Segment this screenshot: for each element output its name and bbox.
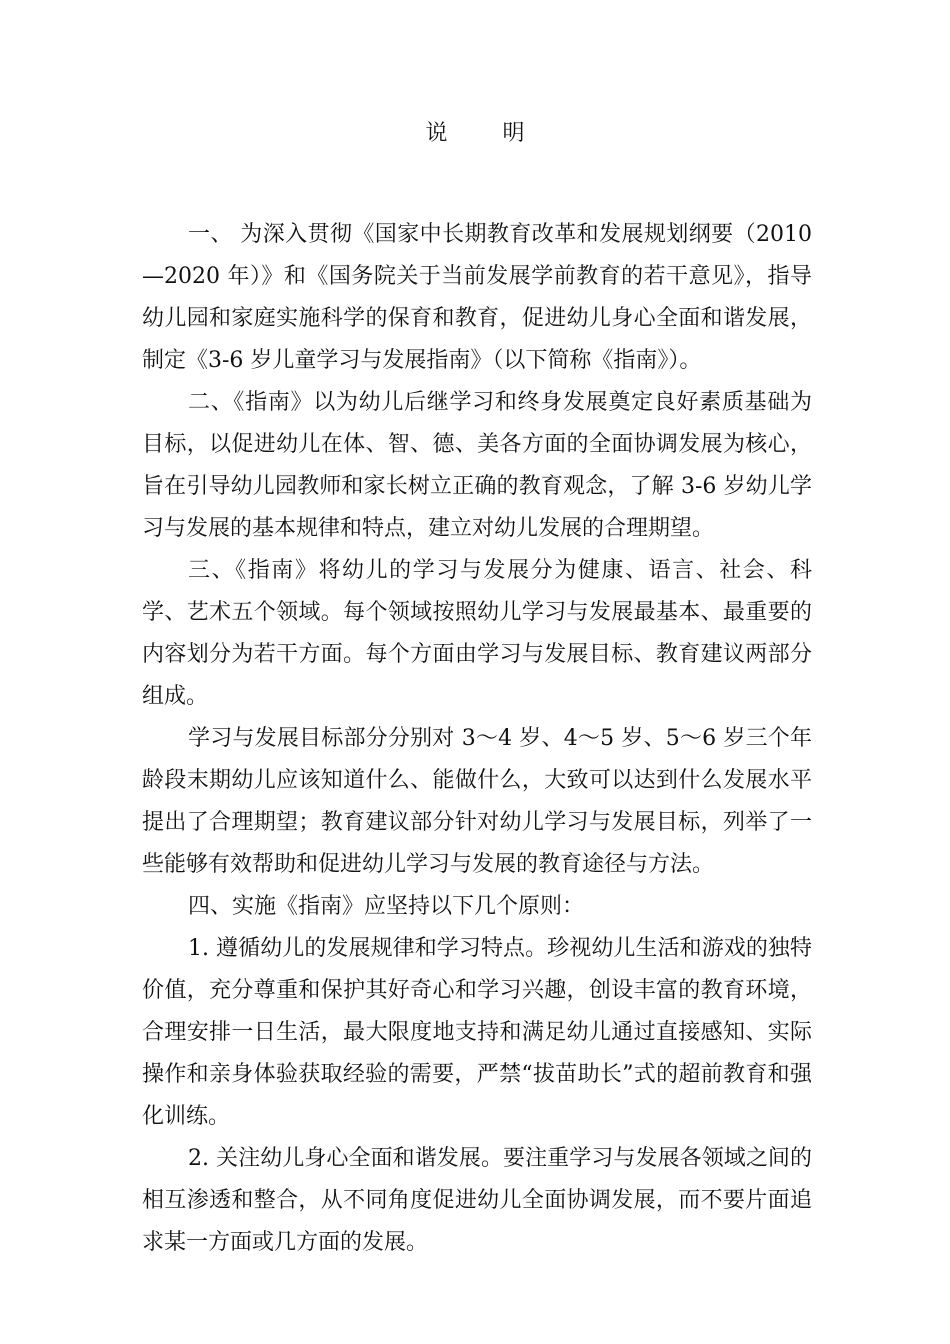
paragraph-7: 2. 关注幼儿身心全面和谐发展。要注重学习与发展各领域之间的相互渗透和整合，从不同角度促进幼儿全面协调发展，而不要片面追求某一方面或几方面的发展。 [142,1146,812,1255]
page-title: 说 明 [425,121,549,146]
paragraph-5: 四、实施《指南》应坚持以下几个原则： [188,894,585,919]
paragraph-4: 学习与发展目标部分分别对 3～4 岁、4～5 岁、5～6 岁三个年龄段末期幼儿应该知道什么、能做什么，大致可以达到什么发展水平提出了合理期望；教育建议部分针对幼儿学习与发展目标，列举了一些能够有效帮助和促进幼儿学习与发展的教育途径与方法。 [142,726,812,877]
paragraph-1: 一、 为深入贯彻《国家中长期教育改革和发展规划纲要（2010—2020 年）》和《国务院关于当前发展学前教育的若干意见》，指导幼儿园和家庭实施科学的保育和教育，促进幼儿身心全面和谐发展，制定《3-6 岁儿童学习与发展指南》（以下简称《指南》）。 [142,222,812,373]
paragraph-6: 1. 遵循幼儿的发展规律和学习特点。珍视幼儿生活和游戏的独特价值，充分尊重和保护其好奇心和学习兴趣，创设丰富的教育环境，合理安排一日生活，最大限度地支持和满足幼儿通过直接感知、实际操作和亲身体验获取经验的需要，严禁“拔苗助长”式的超前教育和强化训练。 [142,936,812,1129]
document-body [142,214,812,1264]
paragraph-3: 三、《指南》将幼儿的学习与发展分为健康、语言、社会、科学、艺术五个领域。每个领域按照幼儿学习与发展最基本、最重要的内容划分为若干方面。每个方面由学习与发展目标、教育建议两部分组成。 [142,558,812,709]
paragraph-2: 二、《指南》以为幼儿后继学习和终身发展奠定良好素质基础为目标，以促进幼儿在体、智、德、美各方面的全面协调发展为核心，旨在引导幼儿园教师和家长树立正确的教育观念，了解 3-6 岁幼儿学习与发展的基本规律和特点，建立对幼儿发展的合理期望。 [142,390,812,541]
